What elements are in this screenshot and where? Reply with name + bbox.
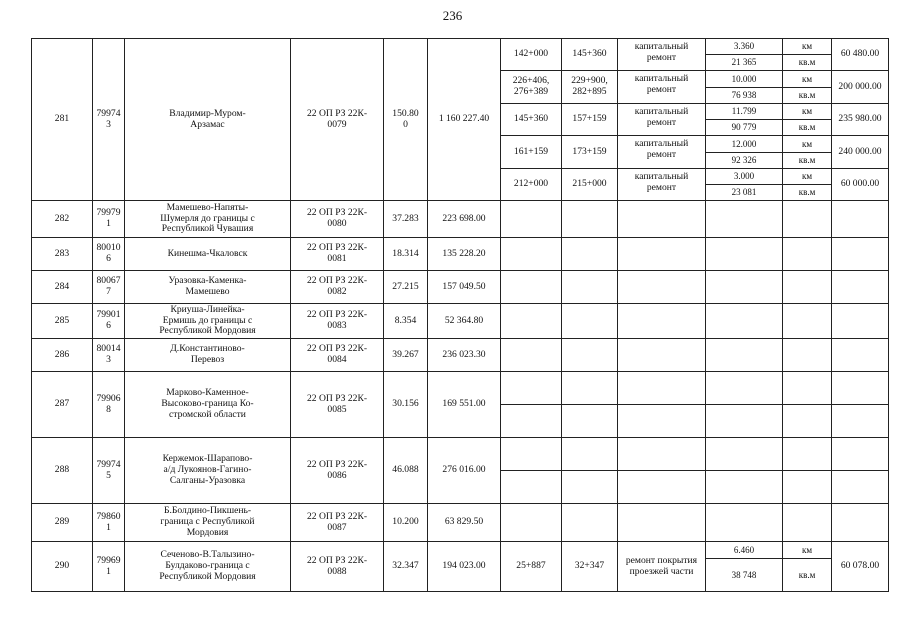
repair-table bbox=[31, 38, 889, 592]
table-row-289 bbox=[32, 504, 889, 542]
road-id: 79974 3 bbox=[93, 39, 125, 201]
road-name: Криуша-Линейка- Ермишь до границы с Республикой Мордовия bbox=[125, 304, 291, 339]
road-name: Кинешма-Чкаловск bbox=[125, 238, 291, 271]
road-code: 22 ОП РЗ 22К- 0086 bbox=[291, 438, 384, 504]
table-row-286 bbox=[32, 339, 889, 372]
road-code: 22 ОП РЗ 22К- 0080 bbox=[291, 201, 384, 238]
km-unit: км bbox=[783, 104, 832, 120]
area-unit: кв.м bbox=[783, 153, 832, 169]
road-code: 22 ОП РЗ 22К- 0084 bbox=[291, 339, 384, 372]
segment-cost: 200 000.00 bbox=[832, 71, 889, 104]
area-unit: кв.м bbox=[783, 55, 832, 71]
segment-km: 11.799 bbox=[706, 104, 783, 120]
segment-area: 76 938 bbox=[706, 88, 783, 104]
road-name: Уразовка-Каменка- Мамешево bbox=[125, 271, 291, 304]
area-unit: кв.м bbox=[783, 120, 832, 136]
row-number: 281 bbox=[32, 39, 93, 201]
road-amount: 1 160 227.40 bbox=[428, 39, 501, 201]
road-amount: 236 023.30 bbox=[428, 339, 501, 372]
work-type: капитальный ремонт bbox=[618, 39, 706, 71]
segment-area: 90 779 bbox=[706, 120, 783, 136]
area-unit: кв.м bbox=[783, 88, 832, 104]
road-id: 80010 6 bbox=[93, 238, 125, 271]
work-type: капитальный ремонт bbox=[618, 169, 706, 201]
work-type: капитальный ремонт bbox=[618, 136, 706, 169]
table-row-281 bbox=[32, 39, 889, 55]
km-unit: км bbox=[783, 169, 832, 185]
road-name: Кержемок-Шарапово- а/д Лукоянов-Гагино- Салганы-Уразовка bbox=[125, 438, 291, 504]
road-id: 80014 3 bbox=[93, 339, 125, 372]
segment-cost: 60 078.00 bbox=[832, 542, 889, 592]
segment-start: 161+159 bbox=[501, 136, 562, 169]
segment-cost: 60 000.00 bbox=[832, 169, 889, 201]
work-type: ремонт покрытия проезжей части bbox=[618, 542, 706, 592]
road-code: 22 ОП РЗ 22К- 0087 bbox=[291, 504, 384, 542]
segment-end: 229+900, 282+895 bbox=[562, 71, 618, 104]
road-code: 22 ОП РЗ 22К- 0083 bbox=[291, 304, 384, 339]
road-code: 22 ОП РЗ 22К- 0081 bbox=[291, 238, 384, 271]
segment-km: 3.000 bbox=[706, 169, 783, 185]
road-length: 18.314 bbox=[384, 238, 428, 271]
road-name: Д.Константиново- Перевоз bbox=[125, 339, 291, 372]
km-unit: км bbox=[783, 71, 832, 88]
work-type: капитальный ремонт bbox=[618, 71, 706, 104]
road-length: 27.215 bbox=[384, 271, 428, 304]
segment-km: 6.460 bbox=[706, 542, 783, 559]
row-number: 284 bbox=[32, 271, 93, 304]
road-id: 79979 1 bbox=[93, 201, 125, 238]
segment-start: 142+000 bbox=[501, 39, 562, 71]
road-amount: 157 049.50 bbox=[428, 271, 501, 304]
row-number: 288 bbox=[32, 438, 93, 504]
road-length: 39.267 bbox=[384, 339, 428, 372]
segment-km: 3.360 bbox=[706, 39, 783, 55]
road-length: 37.283 bbox=[384, 201, 428, 238]
road-code: 22 ОП РЗ 22К- 0082 bbox=[291, 271, 384, 304]
segment-cost: 235 980.00 bbox=[832, 104, 889, 136]
road-code: 22 ОП РЗ 22К- 0088 bbox=[291, 542, 384, 592]
road-name: Владимир-Муром- Арзамас bbox=[125, 39, 291, 201]
table-row-290 bbox=[32, 542, 889, 559]
road-length: 8.354 bbox=[384, 304, 428, 339]
road-amount: 223 698.00 bbox=[428, 201, 501, 238]
segment-end: 157+159 bbox=[562, 104, 618, 136]
segment-end: 215+000 bbox=[562, 169, 618, 201]
road-id: 79860 1 bbox=[93, 504, 125, 542]
row-number: 282 bbox=[32, 201, 93, 238]
road-length: 46.088 bbox=[384, 438, 428, 504]
road-id: 79901 6 bbox=[93, 304, 125, 339]
km-unit: км bbox=[783, 542, 832, 559]
segment-start: 226+406, 276+389 bbox=[501, 71, 562, 104]
row-number: 285 bbox=[32, 304, 93, 339]
segment-cost: 60 480.00 bbox=[832, 39, 889, 71]
row-number: 283 bbox=[32, 238, 93, 271]
row-number: 287 bbox=[32, 372, 93, 438]
road-name: Сеченово-В.Талызино- Булдаково-граница с Республикой Мордовия bbox=[125, 542, 291, 592]
segment-area: 23 081 bbox=[706, 185, 783, 201]
segment-km: 12.000 bbox=[706, 136, 783, 153]
road-amount: 276 016.00 bbox=[428, 438, 501, 504]
area-unit: кв.м bbox=[783, 559, 832, 592]
area-unit: кв.м bbox=[783, 185, 832, 201]
segment-end: 145+360 bbox=[562, 39, 618, 71]
road-amount: 135 228.20 bbox=[428, 238, 501, 271]
road-id: 80067 7 bbox=[93, 271, 125, 304]
km-unit: км bbox=[783, 136, 832, 153]
segment-start: 212+000 bbox=[501, 169, 562, 201]
work-type: капитальный ремонт bbox=[618, 104, 706, 136]
page-number: 236 bbox=[442, 8, 463, 23]
table-row-282 bbox=[32, 201, 889, 238]
road-code: 22 ОП РЗ 22К- 0079 bbox=[291, 39, 384, 201]
table-row-285 bbox=[32, 304, 889, 339]
segment-start: 25+887 bbox=[501, 542, 562, 592]
table-row-288 bbox=[32, 438, 889, 471]
road-length: 150.80 0 bbox=[384, 39, 428, 201]
road-name: Марково-Каменное- Высоково-граница Ко- стромской области bbox=[125, 372, 291, 438]
table-row-287 bbox=[32, 372, 889, 405]
road-amount: 194 023.00 bbox=[428, 542, 501, 592]
road-name: Б.Болдино-Пикшень- граница с Республикой Мордовия bbox=[125, 504, 291, 542]
row-number: 290 bbox=[32, 542, 93, 592]
segment-area: 21 365 bbox=[706, 55, 783, 71]
road-id: 79906 8 bbox=[93, 372, 125, 438]
road-amount: 52 364.80 bbox=[428, 304, 501, 339]
road-length: 10.200 bbox=[384, 504, 428, 542]
row-number: 289 bbox=[32, 504, 93, 542]
road-id: 79969 1 bbox=[93, 542, 125, 592]
table-row-283 bbox=[32, 238, 889, 271]
road-amount: 63 829.50 bbox=[428, 504, 501, 542]
road-length: 30.156 bbox=[384, 372, 428, 438]
row-number: 286 bbox=[32, 339, 93, 372]
segment-area: 38 748 bbox=[706, 559, 783, 592]
road-amount: 169 551.00 bbox=[428, 372, 501, 438]
road-length: 32.347 bbox=[384, 542, 428, 592]
road-id: 79974 5 bbox=[93, 438, 125, 504]
segment-end: 173+159 bbox=[562, 136, 618, 169]
km-unit: км bbox=[783, 39, 832, 55]
segment-area: 92 326 bbox=[706, 153, 783, 169]
road-code: 22 ОП РЗ 22К- 0085 bbox=[291, 372, 384, 438]
segment-end: 32+347 bbox=[562, 542, 618, 592]
table-row-284 bbox=[32, 271, 889, 304]
segment-km: 10.000 bbox=[706, 71, 783, 88]
segment-cost: 240 000.00 bbox=[832, 136, 889, 169]
segment-start: 145+360 bbox=[501, 104, 562, 136]
road-name: Мамешево-Напяты- Шумерля до границы с Республикой Чувашия bbox=[125, 201, 291, 238]
